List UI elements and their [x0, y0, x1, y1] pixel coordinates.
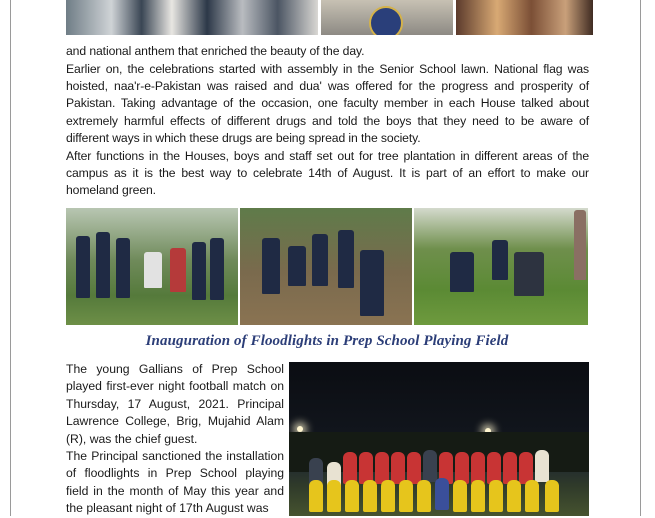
team-group	[309, 458, 567, 516]
person-figure	[338, 230, 354, 288]
plantation-photo-3	[414, 208, 588, 325]
player-figure	[535, 450, 549, 482]
player-figure	[489, 480, 503, 512]
person-figure	[450, 252, 474, 292]
player-figure	[417, 480, 431, 512]
player-figure	[363, 480, 377, 512]
player-figure	[327, 480, 341, 512]
person-figure	[288, 246, 306, 286]
player-figure	[309, 480, 323, 512]
paragraph-celebrations: Earlier on, the celebrations started with assembly in the Senior School lawn. National flag was hoisted, naa'r-e-Pakistan was raised and dua' was offered for the progress and prosperity of Pakistan. Taking advantage of the occasion, one faculty member in each House talked about extremely harmful effects of different drugs and told the boys that they need to be aware of different ways in which these drugs are being spread in the society.	[66, 62, 589, 145]
person-figure	[492, 240, 508, 280]
page-border-left	[10, 0, 11, 516]
paragraph-floodlight-installation: The Principal sanctioned the installation of floodlights in Prep School playing field in the month of May this year and the pleasant night of 17th August was	[66, 449, 284, 516]
person-figure	[76, 236, 90, 298]
paragraph-plantation: After functions in the Houses, boys and staff set out for tree plantation in different areas of the campus as it is the best way to celebrate 14th of August. It is part of an effort to make our homeland green.	[66, 149, 589, 198]
person-figure	[514, 252, 544, 296]
player-figure	[545, 480, 559, 512]
ceremony-photo	[66, 0, 318, 35]
top-photo-strip	[66, 0, 593, 35]
person-figure	[574, 210, 586, 280]
player-figure	[407, 452, 421, 484]
person-figure	[262, 238, 280, 294]
tree-plantation-photos	[66, 208, 588, 325]
player-figure	[507, 480, 521, 512]
night-football-photo	[289, 362, 589, 516]
plantation-photo-2	[240, 208, 412, 325]
player-figure	[435, 478, 449, 510]
player-figure	[381, 480, 395, 512]
paragraph-night-match: The young Gallians of Prep School played first-ever night football match on Thursday, 17 August, 2021. Principal Lawrence College, Brig, Mujahid Alam (R), was the chief guest.	[66, 362, 284, 446]
person-figure	[210, 238, 224, 300]
player-figure	[345, 480, 359, 512]
page-border-right	[640, 0, 641, 516]
player-figure	[453, 480, 467, 512]
person-figure	[192, 242, 206, 300]
player-figure	[471, 480, 485, 512]
person-figure	[144, 252, 162, 288]
player-figure	[525, 480, 539, 512]
plantation-photo-1	[66, 208, 238, 325]
player-figure	[423, 450, 437, 482]
person-figure	[170, 248, 186, 292]
person-figure	[312, 234, 328, 286]
crest-emblem	[369, 6, 403, 35]
guests-photo	[456, 0, 593, 35]
player-figure	[399, 480, 413, 512]
floodlights-heading: Inauguration of Floodlights in Prep School Playing Field	[145, 333, 509, 349]
person-figure	[360, 250, 384, 316]
paragraph-intro-end: and national anthem that enriched the beauty of the day.	[66, 44, 365, 58]
person-figure	[116, 238, 130, 298]
crest-photo	[321, 0, 453, 35]
person-figure	[96, 232, 110, 298]
